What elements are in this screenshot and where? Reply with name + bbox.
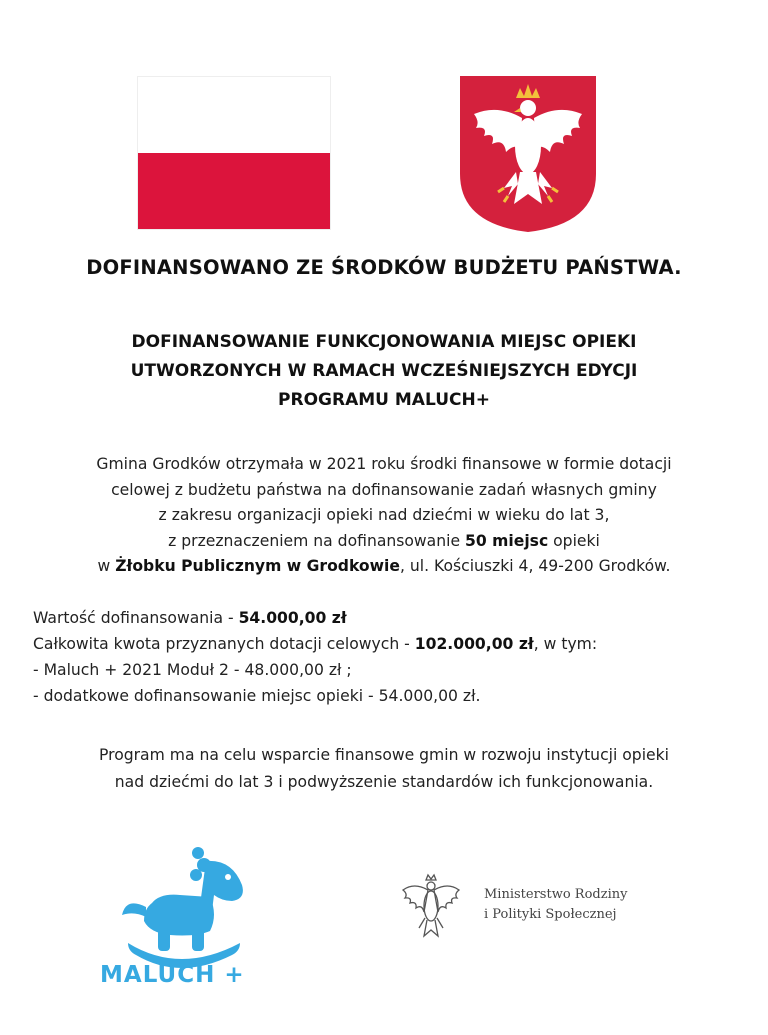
total-grant-line — [33, 631, 753, 657]
intro-paragraph — [0, 452, 768, 580]
funding-value-amount: 54.000,00 zł — [238, 609, 347, 627]
ministry-name-line: i Polityki Społecznej — [484, 907, 617, 922]
flag-white-stripe — [138, 77, 330, 153]
program-title-line: DOFINANSOWANIE FUNKCJONOWANIA MIEJSC OPIEKI — [131, 332, 637, 352]
program-goal-paragraph — [0, 742, 768, 796]
ministry-name — [484, 885, 627, 925]
funding-details — [33, 605, 753, 709]
total-grant-label: Całkowita kwota przyznanych dotacji celowych - — [33, 635, 415, 653]
program-title-line: PROGRAMU MALUCH+ — [278, 390, 490, 410]
maluch-logo-text: MALUCH + — [100, 962, 245, 988]
flag-red-stripe — [138, 153, 330, 229]
places-count: 50 miejsc — [465, 531, 549, 550]
program-title — [0, 328, 768, 415]
total-grant-amount: 102.000,00 zł — [414, 635, 534, 653]
main-title: DOFINANSOWANO ZE ŚRODKÓW BUDŻETU PAŃSTWA. — [86, 256, 682, 279]
goal-line: Program ma na celu wsparcie finansowe gmin w rozwoju instytucji opieki — [99, 746, 669, 764]
intro-line: z zakresu organizacji opieki nad dziećmi w wieku do lat 3, — [158, 506, 610, 524]
intro-line — [0, 529, 768, 555]
eagle-emblem-icon — [400, 872, 462, 940]
intro-line: Gmina Grodków otrzymała w 2021 roku środki finansowe w formie dotacji — [96, 455, 672, 473]
polish-flag — [138, 77, 330, 229]
ministry-name-line: Ministerstwo Rodziny — [484, 887, 628, 902]
funding-value-label: Wartość dofinansowania - — [33, 609, 239, 627]
goal-line: nad dziećmi do lat 3 i podwyższenie standardów ich funkcjonowania. — [114, 773, 654, 791]
intro-line — [0, 554, 768, 580]
intro-text: z przeznaczeniem na dofinansowanie — [168, 531, 466, 550]
white-eagle-emblem-icon — [458, 74, 598, 234]
intro-line: celowej z budżetu państwa na dofinansowanie zadań własnych gminy — [111, 480, 657, 499]
funding-value-line — [33, 605, 753, 631]
total-grant-suffix: , w tym: — [533, 635, 598, 653]
nursery-address: , ul. Kościuszki 4, 49-200 Grodków. — [399, 557, 671, 575]
intro-text: w — [97, 557, 116, 575]
grant-item: - dodatkowe dofinansowanie miejsc opieki - 54.000,00 zł. — [33, 687, 481, 705]
nursery-name: Żłobku Publicznym w Grodkowie — [115, 557, 400, 575]
intro-text: opieki — [548, 531, 600, 550]
program-title-line: UTWORZONYCH W RAMACH WCZEŚNIEJSZYCH EDYCJI — [130, 361, 638, 381]
grant-item: - Maluch + 2021 Moduł 2 - 48.000,00 zł ; — [33, 661, 352, 679]
